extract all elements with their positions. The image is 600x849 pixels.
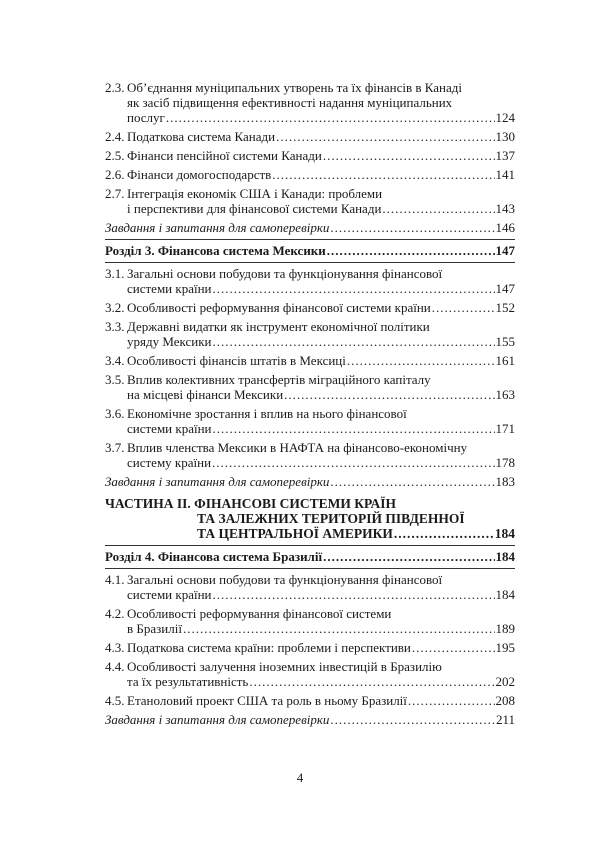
leader-dots xyxy=(347,353,495,368)
toc-page-number: 195 xyxy=(495,640,515,655)
toc-entry xyxy=(105,372,515,402)
toc-page-number: 211 xyxy=(495,712,515,727)
toc-entry xyxy=(105,659,515,689)
toc-entry-line: Інтеграція економік США і Канади: проблеми xyxy=(127,186,383,201)
toc-page-number: 163 xyxy=(495,387,515,402)
toc-entry-line: Вплив колективних трансфертів міграційного капіталу xyxy=(127,372,431,387)
toc-page-number: 155 xyxy=(495,334,515,349)
leader-dots xyxy=(249,674,494,689)
toc-tasks-chapter-3 xyxy=(105,474,515,489)
leader-dots xyxy=(272,167,494,182)
leader-dots xyxy=(183,621,495,636)
toc-page-number: 171 xyxy=(495,421,515,436)
toc-entry xyxy=(105,440,515,470)
toc-entry-number: 3.7. xyxy=(105,440,125,455)
toc-entry-number: 2.4. xyxy=(105,129,125,144)
toc-group-chapter-3 xyxy=(105,266,515,474)
toc-page-number: 137 xyxy=(495,148,515,163)
toc-entry-line: Економічне зростання і вплив на нього фінансової xyxy=(127,406,407,421)
toc-page-number: 130 xyxy=(495,129,515,144)
toc-entry xyxy=(105,572,515,602)
toc-page-number: 152 xyxy=(495,300,515,315)
toc-entry xyxy=(105,300,515,315)
leader-dots xyxy=(213,334,495,349)
toc-entry-title: послуг xyxy=(127,110,165,125)
divider xyxy=(105,262,515,263)
toc-entry-number: 4.4. xyxy=(105,659,125,674)
toc-tasks-chapter-2 xyxy=(105,220,515,235)
toc-page-number: 184 xyxy=(495,587,515,602)
toc-entry-line: Особливості реформування фінансової системи xyxy=(127,606,392,621)
toc-tasks-label: Завдання і запитання для самоперевірки xyxy=(105,474,330,489)
toc-entry-number: 2.3. xyxy=(105,80,125,95)
part-title-line-2: ТА ЗАЛЕЖНИХ ТЕРИТОРІЙ ПІВДЕННОЇ xyxy=(197,511,465,526)
toc-entry xyxy=(105,353,515,368)
toc-entry-line: Загальні основи побудови та функціонування фінансової xyxy=(127,572,443,587)
toc-entry xyxy=(105,266,515,296)
toc-tasks-label: Завдання і запитання для самоперевірки xyxy=(105,220,330,235)
toc-entry-number: 3.1. xyxy=(105,266,125,281)
toc-tasks-chapter-4 xyxy=(105,712,515,727)
toc-tasks-label: Завдання і запитання для самоперевірки xyxy=(105,712,330,727)
part-title-line-3: ТА ЦЕНТРАЛЬНОЇ АМЕРИКИ xyxy=(197,526,393,541)
toc-page-number: 208 xyxy=(495,693,515,708)
toc-page-number: 184 xyxy=(494,526,515,541)
toc-entry xyxy=(105,167,515,182)
toc-entry-number: 3.5. xyxy=(105,372,125,387)
toc-entry-title: в Бразилії xyxy=(127,621,182,636)
leader-dots xyxy=(213,281,495,296)
toc-entry-line: Державні видатки як інструмент економічної політики xyxy=(127,319,430,334)
page-number: 4 xyxy=(296,770,304,785)
toc-entry xyxy=(105,186,515,216)
toc-group-chapter-2 xyxy=(105,80,515,220)
toc-entry-line: Загальні основи побудови та функціонування фінансової xyxy=(127,266,443,281)
toc-entry-number: 3.6. xyxy=(105,406,125,421)
toc-page-number: 161 xyxy=(495,353,515,368)
leader-dots xyxy=(213,421,495,436)
toc-page-number: 183 xyxy=(495,474,515,489)
toc-entry-title: та їх результативність xyxy=(127,674,249,689)
toc-page-number: 202 xyxy=(495,674,515,689)
toc-entry-title: і перспективи для фінансової системи Канади xyxy=(127,201,382,216)
toc-entry-title: Особливості фінансів штатів в Мексиці xyxy=(127,353,346,368)
toc-entry-title: системи країни xyxy=(127,587,212,602)
leader-dots xyxy=(323,148,495,163)
toc-entry-number: 4.5. xyxy=(105,693,125,708)
leader-dots xyxy=(382,201,494,216)
leader-dots xyxy=(284,387,494,402)
toc-entry-number: 4.1. xyxy=(105,572,125,587)
leader-dots xyxy=(412,640,495,655)
toc-section-title: Розділ 4. Фінансова система Бразилії xyxy=(105,549,323,564)
leader-dots xyxy=(323,549,494,564)
toc-section-3 xyxy=(105,243,515,258)
toc-entry-number: 2.6. xyxy=(105,167,125,182)
toc-entry-number: 3.4. xyxy=(105,353,125,368)
toc-page-number: 147 xyxy=(495,281,515,296)
toc-entry-title: Фінанси домогосподарств xyxy=(127,167,272,182)
toc-page-number: 178 xyxy=(495,455,515,470)
toc-page-number: 146 xyxy=(495,220,515,235)
toc-entry xyxy=(105,606,515,636)
toc-entry-title: Особливості реформування фінансової системи країни xyxy=(127,300,431,315)
toc-entry xyxy=(105,319,515,349)
toc-section-title: Розділ 3. Фінансова система Мексики xyxy=(105,243,326,258)
table-of-contents xyxy=(105,80,515,727)
toc-entry-line: як засіб підвищення ефективності надання муніципальних xyxy=(127,95,453,110)
toc-part-2-heading xyxy=(105,496,515,541)
toc-section-4 xyxy=(105,549,515,564)
toc-entry xyxy=(105,640,515,655)
leader-dots xyxy=(394,526,494,541)
leader-dots xyxy=(212,455,494,470)
toc-entry-title: Податкова система Канади xyxy=(127,129,276,144)
toc-group-chapter-4 xyxy=(105,572,515,712)
toc-entry-number: 2.5. xyxy=(105,148,125,163)
toc-entry xyxy=(105,406,515,436)
toc-entry xyxy=(105,80,515,125)
toc-entry-line: Об’єднання муніципальних утворень та їх фінансів в Канаді xyxy=(127,80,462,95)
toc-entry-number: 3.3. xyxy=(105,319,125,334)
toc-page-number: 147 xyxy=(495,243,515,258)
leader-dots xyxy=(432,300,495,315)
toc-entry-title: Податкова система країни: проблеми і перспективи xyxy=(127,640,411,655)
leader-dots xyxy=(330,474,494,489)
toc-entry-line: Особливості залучення іноземних інвестицій в Бразилію xyxy=(127,659,442,674)
toc-page-number: 141 xyxy=(495,167,515,182)
leader-dots xyxy=(330,712,495,727)
toc-page-number: 143 xyxy=(495,201,515,216)
leader-dots xyxy=(166,110,495,125)
divider xyxy=(105,545,515,546)
leader-dots xyxy=(330,220,494,235)
toc-entry-title: систему країни xyxy=(127,455,212,470)
toc-entry-title: Фінанси пенсійної системи Канади xyxy=(127,148,322,163)
divider xyxy=(105,239,515,240)
toc-page-number: 189 xyxy=(495,621,515,636)
part-title-line-1: ЧАСТИНА ІІ. ФІНАНСОВІ СИСТЕМИ КРАЇН xyxy=(105,496,397,511)
toc-entry-title: на місцеві фінанси Мексики xyxy=(127,387,284,402)
toc-entry xyxy=(105,148,515,163)
toc-entry xyxy=(105,693,515,708)
leader-dots xyxy=(213,587,495,602)
leader-dots xyxy=(276,129,494,144)
leader-dots xyxy=(408,693,495,708)
toc-entry-number: 2.7. xyxy=(105,186,125,201)
toc-entry-line: Вплив членства Мексики в НАФТА на фінансово-економічну xyxy=(127,440,468,455)
toc-page-number: 124 xyxy=(495,110,515,125)
toc-page-number: 184 xyxy=(495,549,515,564)
toc-entry-title: Етанолoвий проект США та роль в ньому Бразилії xyxy=(127,693,407,708)
toc-entry-number: 4.2. xyxy=(105,606,125,621)
toc-entry-title: уряду Мексики xyxy=(127,334,212,349)
leader-dots xyxy=(327,243,495,258)
toc-entry-number: 4.3. xyxy=(105,640,125,655)
toc-entry-number: 3.2. xyxy=(105,300,125,315)
toc-entry-title: системи країни xyxy=(127,421,212,436)
toc-entry xyxy=(105,129,515,144)
divider xyxy=(105,568,515,569)
toc-entry-title: системи країни xyxy=(127,281,212,296)
